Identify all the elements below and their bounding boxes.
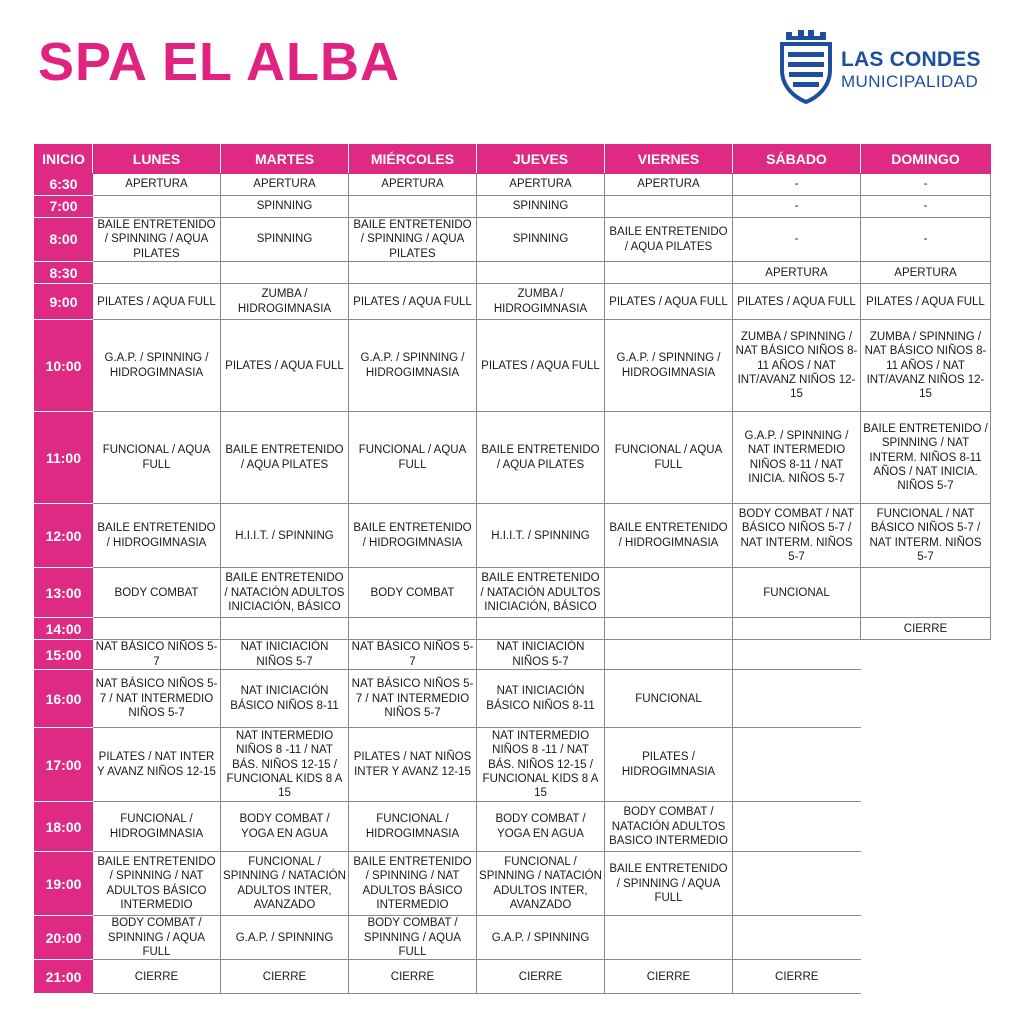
class-cell: ZUMBA / SPINNING / NAT BÁSICO NIÑOS 8-11 AÑOS / NAT INT/AVANZ NIÑOS 12-15 — [861, 320, 991, 412]
table-row — [35, 284, 991, 320]
table-row — [35, 618, 991, 640]
logo-subtitle: MUNICIPALIDAD — [841, 72, 979, 91]
class-cell: G.A.P. / SPINNING / HIDROGIMNASIA — [349, 320, 477, 412]
class-cell: ZUMBA / HIDROGIMNASIA — [477, 284, 605, 320]
class-cell: BAILE ENTRETENIDO / HIDROGIMNASIA — [605, 504, 733, 568]
class-cell: NAT INTERMEDIO NIÑOS 8 -11 / NAT BÁS. NIÑOS 12-15 / FUNCIONAL KIDS 8 A 15 — [477, 728, 605, 802]
time-cell: 13:00 — [35, 568, 93, 618]
class-cell: FUNCIONAL / HIDROGIMNASIA — [349, 802, 477, 852]
class-cell: - — [861, 196, 991, 218]
class-cell — [733, 802, 861, 852]
class-cell: APERTURA — [93, 174, 221, 196]
class-cell — [221, 618, 349, 640]
page-title: SPA EL ALBA — [38, 32, 401, 92]
class-cell: BODY COMBAT — [93, 568, 221, 618]
class-cell: CIERRE — [349, 960, 477, 994]
class-cell: BAILE ENTRETENIDO / AQUA PILATES — [221, 412, 349, 504]
class-cell: PILATES / HIDROGIMNASIA — [605, 728, 733, 802]
class-cell: NAT INICIACIÓN NIÑOS 5-7 — [477, 640, 605, 670]
class-cell: APERTURA — [733, 262, 861, 284]
class-cell: FUNCIONAL / NAT BÁSICO NIÑOS 5-7 / NAT INTERM. NIÑOS 5-7 — [861, 504, 991, 568]
time-cell: 8:00 — [35, 218, 93, 262]
empty-area — [861, 960, 991, 994]
time-cell: 18:00 — [35, 802, 93, 852]
class-cell: - — [861, 174, 991, 196]
empty-area — [861, 670, 991, 728]
class-cell: FUNCIONAL / SPINNING / NATACIÓN ADULTOS INTER, AVANZADO — [221, 852, 349, 916]
class-cell: PILATES / AQUA FULL — [93, 284, 221, 320]
class-cell: BAILE ENTRETENIDO / NATACIÓN ADULTOS INICIACIÓN, BÁSICO — [477, 568, 605, 618]
table-row — [35, 568, 991, 618]
class-cell: FUNCIONAL / SPINNING / NATACIÓN ADULTOS INTER, AVANZADO — [477, 852, 605, 916]
class-cell: CIERRE — [93, 960, 221, 994]
las-condes-logo — [778, 28, 998, 104]
class-cell: BAILE ENTRETENIDO / SPINNING / AQUA FULL — [605, 852, 733, 916]
crown-shield-icon — [778, 28, 834, 104]
empty-area — [861, 916, 991, 960]
header-martes: MARTES — [221, 145, 349, 174]
class-cell — [349, 618, 477, 640]
class-cell: BAILE ENTRETENIDO / SPINNING / AQUA PILATES — [93, 218, 221, 262]
class-cell: BODY COMBAT / SPINNING / AQUA FULL — [349, 916, 477, 960]
class-cell: SPINNING — [477, 196, 605, 218]
empty-area — [861, 852, 991, 916]
class-cell: BODY COMBAT / NAT BÁSICO NIÑOS 5-7 / NAT INTERM. NIÑOS 5-7 — [733, 504, 861, 568]
class-cell: BODY COMBAT / NATACIÓN ADULTOS BASICO INTERMEDIO — [605, 802, 733, 852]
class-cell: PILATES / NAT NIÑOS INTER Y AVANZ 12-15 — [349, 728, 477, 802]
class-cell — [605, 618, 733, 640]
class-cell — [733, 640, 861, 670]
header-jueves: JUEVES — [477, 145, 605, 174]
table-row — [35, 262, 991, 284]
class-cell: BAILE ENTRETENIDO / SPINNING / NAT ADULTOS BÁSICO INTERMEDIO — [349, 852, 477, 916]
class-cell: BODY COMBAT / YOGA EN AGUA — [221, 802, 349, 852]
table-row — [35, 960, 991, 994]
class-cell — [605, 640, 733, 670]
class-cell: PILATES / AQUA FULL — [733, 284, 861, 320]
time-cell: 21:00 — [35, 960, 93, 994]
time-cell: 15:00 — [35, 640, 93, 670]
table-row — [35, 802, 991, 852]
header-row — [35, 145, 991, 174]
class-cell: PILATES / AQUA FULL — [349, 284, 477, 320]
class-cell: SPINNING — [477, 218, 605, 262]
time-cell: 7:00 — [35, 196, 93, 218]
empty-area — [861, 802, 991, 852]
class-cell: G.A.P. / SPINNING / NAT INTERMEDIO NIÑOS 8-11 / NAT INICIA. NIÑOS 5-7 — [733, 412, 861, 504]
class-cell — [349, 262, 477, 284]
class-cell: NAT BÁSICO NIÑOS 5-7 / NAT INTERMEDIO NIÑOS 5-7 — [349, 670, 477, 728]
class-cell: CIERRE — [221, 960, 349, 994]
class-cell: NAT INICIACIÓN NIÑOS 5-7 — [221, 640, 349, 670]
class-cell: G.A.P. / SPINNING — [221, 916, 349, 960]
class-cell: BODY COMBAT — [349, 568, 477, 618]
class-cell — [861, 568, 991, 618]
table-row — [35, 640, 991, 670]
class-cell: BAILE ENTRETENIDO / NATACIÓN ADULTOS INICIACIÓN, BÁSICO — [221, 568, 349, 618]
class-cell: - — [733, 218, 861, 262]
class-cell — [733, 618, 861, 640]
class-cell: CIERRE — [605, 960, 733, 994]
table-row — [35, 320, 991, 412]
class-cell: NAT BÁSICO NIÑOS 5-7 — [349, 640, 477, 670]
class-cell: BAILE ENTRETENIDO / HIDROGIMNASIA — [93, 504, 221, 568]
table-row — [35, 504, 991, 568]
class-cell — [605, 916, 733, 960]
time-cell: 9:00 — [35, 284, 93, 320]
class-cell: NAT BÁSICO NIÑOS 5-7 — [93, 640, 221, 670]
class-cell — [733, 670, 861, 728]
table-row — [35, 916, 991, 960]
header-sabado: SÁBADO — [733, 145, 861, 174]
class-cell — [221, 262, 349, 284]
class-cell: - — [733, 174, 861, 196]
class-cell: - — [861, 218, 991, 262]
class-cell: CIERRE — [861, 618, 991, 640]
time-cell: 11:00 — [35, 412, 93, 504]
class-cell: BAILE ENTRETENIDO / SPINNING / NAT ADULTOS BÁSICO INTERMEDIO — [93, 852, 221, 916]
class-cell: FUNCIONAL / AQUA FULL — [349, 412, 477, 504]
header-lunes: LUNES — [93, 145, 221, 174]
header-miercoles: MIÉRCOLES — [349, 145, 477, 174]
class-cell: BAILE ENTRETENIDO / SPINNING / AQUA PILATES — [349, 218, 477, 262]
class-cell: FUNCIONAL / AQUA FULL — [93, 412, 221, 504]
time-cell: 8:30 — [35, 262, 93, 284]
class-cell: PILATES / AQUA FULL — [605, 284, 733, 320]
time-cell: 14:00 — [35, 618, 93, 640]
time-cell: 17:00 — [35, 728, 93, 802]
class-cell — [605, 568, 733, 618]
class-cell: BAILE ENTRETENIDO / AQUA PILATES — [477, 412, 605, 504]
class-cell: PILATES / AQUA FULL — [477, 320, 605, 412]
class-cell: APERTURA — [605, 174, 733, 196]
class-cell: CIERRE — [733, 960, 861, 994]
header-domingo: DOMINGO — [861, 145, 991, 174]
logo-name: LAS CONDES — [841, 48, 981, 71]
header-inicio: INICIO — [35, 145, 93, 174]
class-cell: APERTURA — [477, 174, 605, 196]
class-cell: G.A.P. / SPINNING — [477, 916, 605, 960]
table-row — [35, 852, 991, 916]
class-cell: SPINNING — [221, 218, 349, 262]
class-cell: BAILE ENTRETENIDO / SPINNING / NAT INTERM. NIÑOS 8-11 AÑOS / NAT INICIA. NIÑOS 5-7 — [861, 412, 991, 504]
time-cell: 19:00 — [35, 852, 93, 916]
class-cell: PILATES / AQUA FULL — [861, 284, 991, 320]
class-cell: NAT INICIACIÓN BÁSICO NIÑOS 8-11 — [477, 670, 605, 728]
table-row — [35, 670, 991, 728]
table-row — [35, 728, 991, 802]
class-cell: G.A.P. / SPINNING / HIDROGIMNASIA — [93, 320, 221, 412]
class-cell: FUNCIONAL — [605, 670, 733, 728]
class-cell: FUNCIONAL — [733, 568, 861, 618]
table-row — [35, 218, 991, 262]
table-row — [35, 196, 991, 218]
class-cell — [733, 728, 861, 802]
empty-area — [861, 728, 991, 802]
time-cell: 12:00 — [35, 504, 93, 568]
class-cell: H.I.I.T. / SPINNING — [477, 504, 605, 568]
class-cell: SPINNING — [221, 196, 349, 218]
class-cell — [605, 196, 733, 218]
class-cell: ZUMBA / HIDROGIMNASIA — [221, 284, 349, 320]
class-cell: G.A.P. / SPINNING / HIDROGIMNASIA — [605, 320, 733, 412]
class-cell: - — [733, 196, 861, 218]
time-cell: 10:00 — [35, 320, 93, 412]
class-cell: H.I.I.T. / SPINNING — [221, 504, 349, 568]
class-cell — [477, 618, 605, 640]
class-cell: APERTURA — [861, 262, 991, 284]
class-cell — [477, 262, 605, 284]
class-cell: APERTURA — [221, 174, 349, 196]
class-cell: NAT INICIACIÓN BÁSICO NIÑOS 8-11 — [221, 670, 349, 728]
class-cell: FUNCIONAL / HIDROGIMNASIA — [93, 802, 221, 852]
class-cell — [93, 196, 221, 218]
class-cell: BODY COMBAT / YOGA EN AGUA — [477, 802, 605, 852]
table-row — [35, 412, 991, 504]
class-cell: BAILE ENTRETENIDO / AQUA PILATES — [605, 218, 733, 262]
class-cell — [605, 262, 733, 284]
class-cell: CIERRE — [477, 960, 605, 994]
empty-area — [861, 640, 991, 670]
class-cell: BODY COMBAT / SPINNING / AQUA FULL — [93, 916, 221, 960]
class-cell — [733, 852, 861, 916]
class-cell: APERTURA — [349, 174, 477, 196]
class-cell — [93, 262, 221, 284]
class-cell: NAT BÁSICO NIÑOS 5-7 / NAT INTERMEDIO NIÑOS 5-7 — [93, 670, 221, 728]
class-cell: PILATES / AQUA FULL — [221, 320, 349, 412]
table-row — [35, 174, 991, 196]
header-viernes: VIERNES — [605, 145, 733, 174]
time-cell: 16:00 — [35, 670, 93, 728]
class-cell — [733, 916, 861, 960]
class-cell: FUNCIONAL / AQUA FULL — [605, 412, 733, 504]
time-cell: 6:30 — [35, 174, 93, 196]
class-cell: NAT INTERMEDIO NIÑOS 8 -11 / NAT BÁS. NIÑOS 12-15 / FUNCIONAL KIDS 8 A 15 — [221, 728, 349, 802]
class-cell: BAILE ENTRETENIDO / HIDROGIMNASIA — [349, 504, 477, 568]
time-cell: 20:00 — [35, 916, 93, 960]
class-cell — [349, 196, 477, 218]
class-cell — [93, 618, 221, 640]
schedule-table — [34, 144, 991, 994]
class-cell: ZUMBA / SPINNING / NAT BÁSICO NIÑOS 8-11 AÑOS / NAT INT/AVANZ NIÑOS 12-15 — [733, 320, 861, 412]
class-cell: PILATES / NAT INTER Y AVANZ NIÑOS 12-15 — [93, 728, 221, 802]
